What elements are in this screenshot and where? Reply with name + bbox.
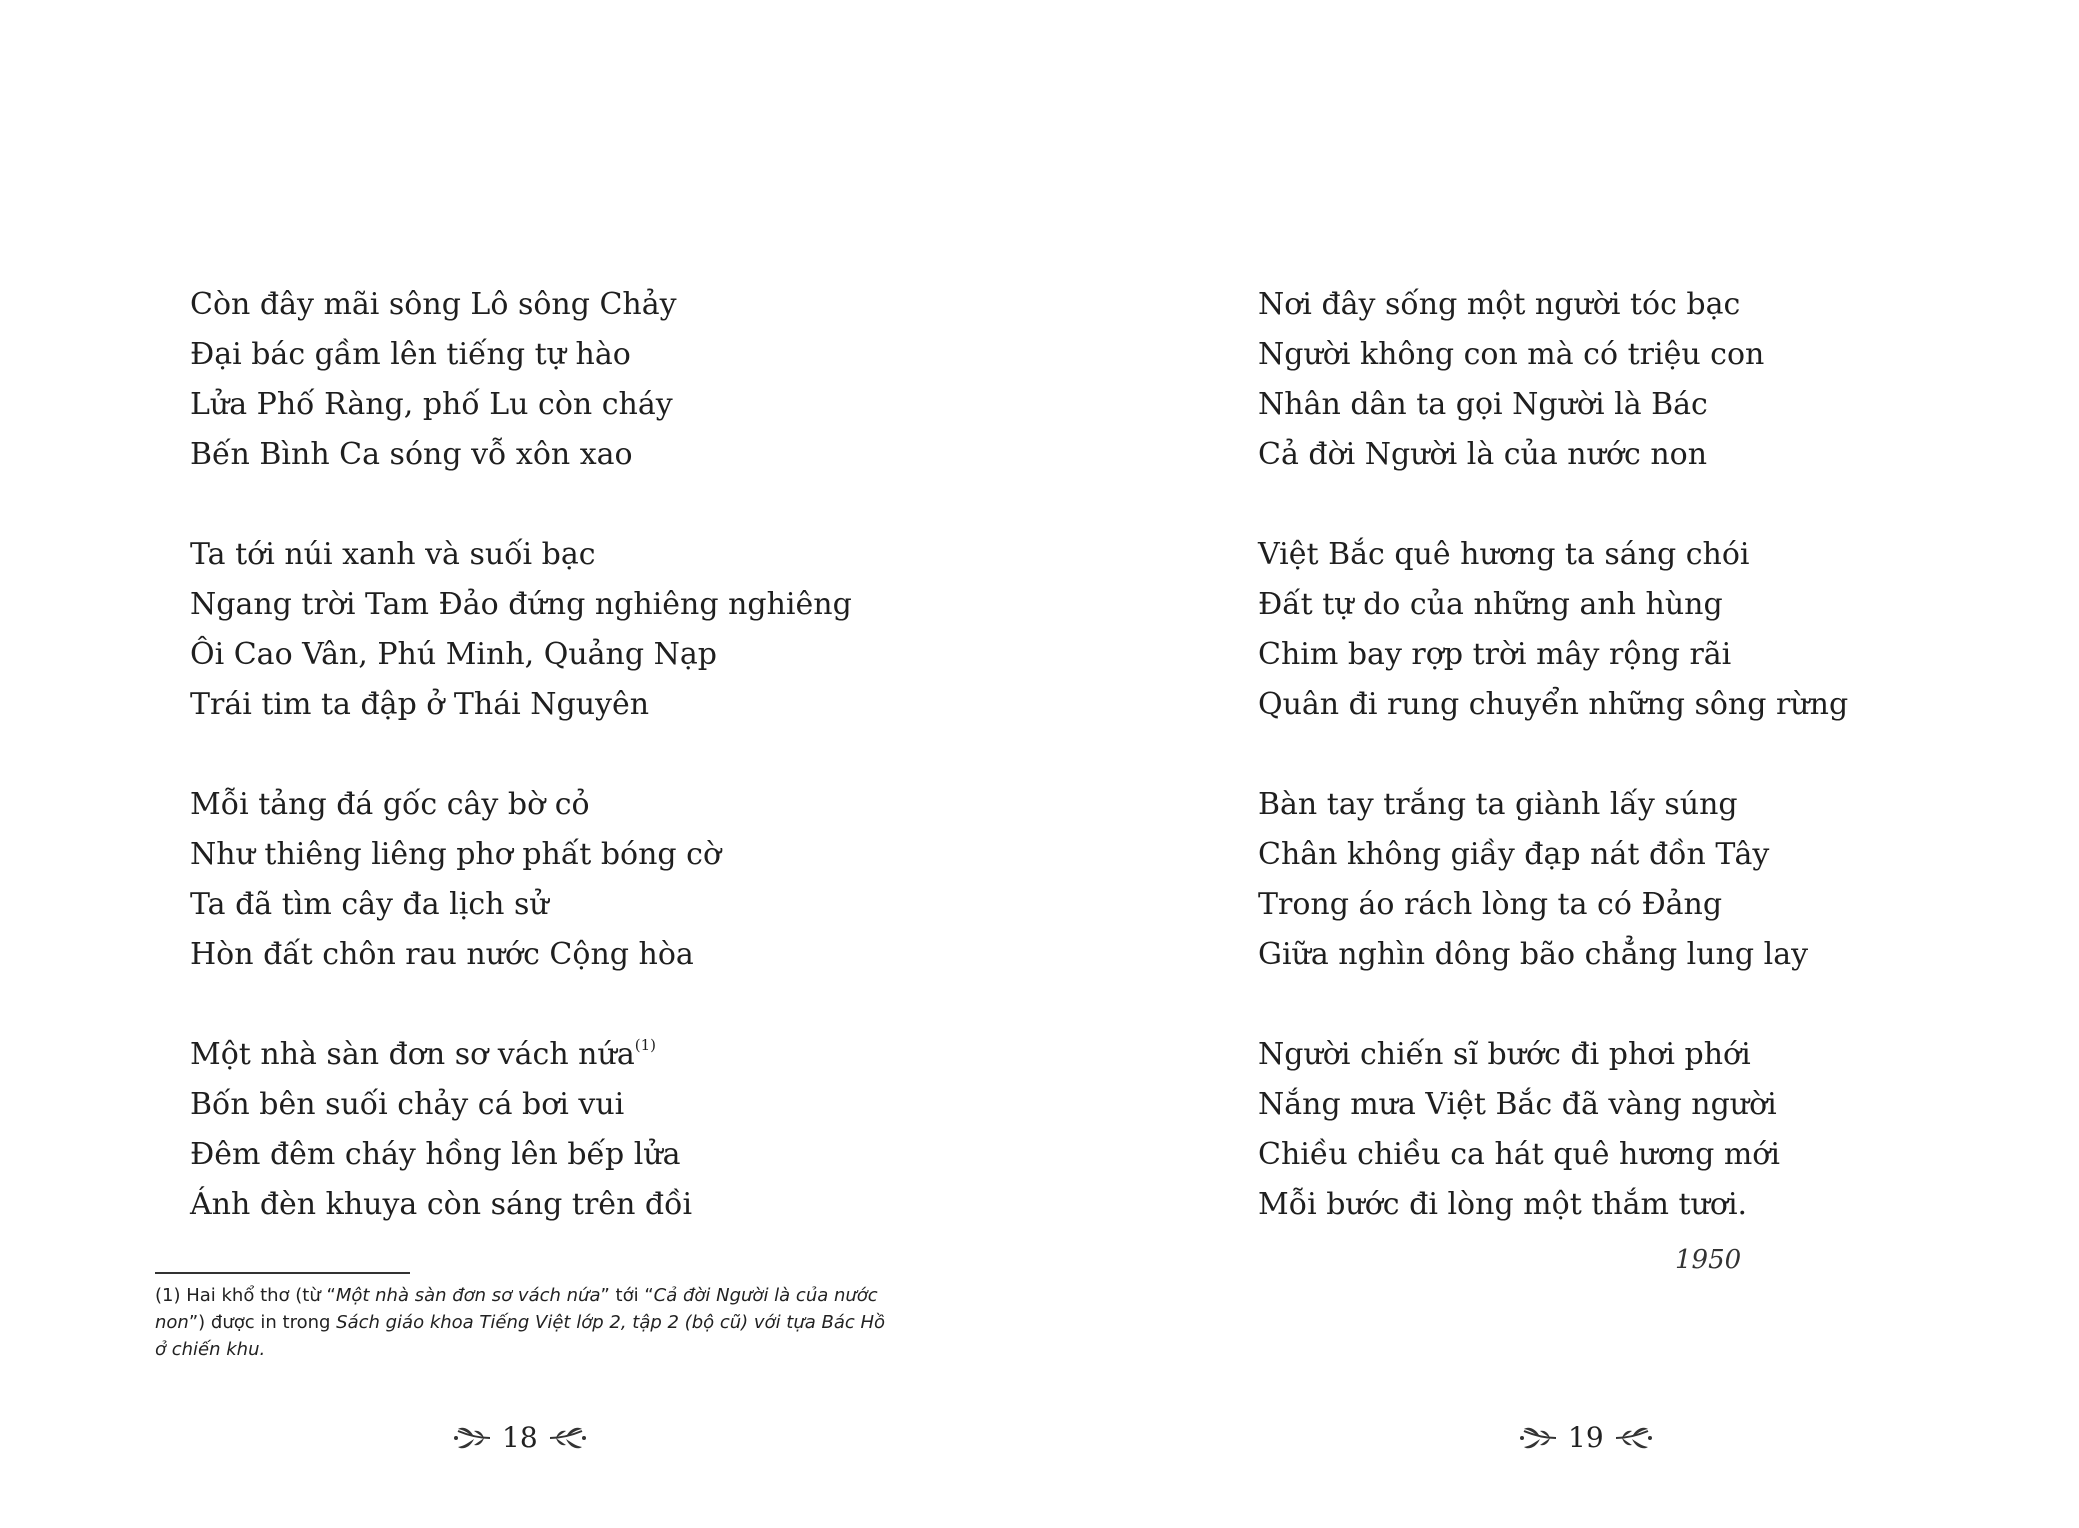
- poem-line: Bốn bên suối chảy cá bơi vui: [190, 1087, 625, 1122]
- footnote-marker: (1): [634, 1036, 656, 1054]
- footnote-text: ” tới “: [600, 1285, 654, 1306]
- poem-line: Ta đã tìm cây đa lịch sử: [190, 887, 549, 922]
- footnote-italic: Sách giáo khoa Tiếng Việt lớp 2, tập 2 (bộ cũ) với tựa Bác Hồ ở chiến khu.: [155, 1312, 886, 1360]
- poem-line: Trong áo rách lòng ta có Đảng: [1258, 887, 1723, 922]
- page-number: 18: [502, 1421, 538, 1454]
- poem-line: Quân đi rung chuyển những sông rừng: [1258, 687, 1849, 722]
- poem-line: Bến Bình Ca sóng vỗ xôn xao: [190, 437, 633, 472]
- poem-line: Ta tới núi xanh và suối bạc: [190, 537, 596, 572]
- page-number-footer: [452, 1418, 588, 1458]
- poem-line: Người chiến sĩ bước đi phơi phới: [1258, 1037, 1751, 1072]
- footnote-text: ”) được in trong: [188, 1312, 337, 1333]
- footnote-italic: Một nhà sàn đơn sơ vách nứa: [335, 1285, 601, 1306]
- stanza-2: [190, 530, 852, 730]
- footnote-text: (1) Hai khổ thơ (từ “: [155, 1285, 336, 1306]
- stanza-3: [190, 780, 721, 980]
- poem-line: Nơi đây sống một người tóc bạc: [1258, 287, 1741, 322]
- stanza-1: [190, 280, 677, 480]
- poem-line: Ánh đèn khuya còn sáng trên đồi: [190, 1187, 693, 1222]
- leaf-flourish-icon: [1614, 1423, 1654, 1453]
- poem-line: Mỗi tảng đá gốc cây bờ cỏ: [190, 787, 590, 822]
- poem-line: Mỗi bước đi lòng một thắm tươi.: [1258, 1187, 1748, 1222]
- poem-line: Chim bay rợp trời mây rộng rãi: [1258, 637, 1732, 672]
- poem-line: Việt Bắc quê hương ta sáng chói: [1258, 537, 1750, 572]
- poem-line: Hòn đất chôn rau nước Cộng hòa: [190, 937, 694, 972]
- poem-line: Giữa nghìn dông bão chẳng lung lay: [1258, 937, 1809, 972]
- poem-line: Đêm đêm cháy hồng lên bếp lửa: [190, 1137, 681, 1172]
- page-number: 19: [1568, 1421, 1604, 1454]
- poem-line: Ngang trời Tam Đảo đứng nghiêng nghiêng: [190, 587, 852, 622]
- stanza-6: [1258, 530, 1848, 730]
- stanza-4: [190, 1030, 692, 1230]
- stanza-5: [1258, 280, 1764, 480]
- poem-line: Ôi Cao Vân, Phú Minh, Quảng Nạp: [190, 637, 717, 672]
- page-number-footer: [1518, 1418, 1654, 1458]
- poem-line: Đất tự do của những anh hùng: [1258, 587, 1723, 622]
- right-page: [1040, 0, 2079, 1528]
- leaf-flourish-icon: [452, 1423, 492, 1453]
- poem-line: Bàn tay trắng ta giành lấy súng: [1258, 787, 1738, 822]
- left-page: [0, 0, 1039, 1528]
- footnote-italic: Cả đời Người là của nước non: [155, 1285, 878, 1333]
- poem-line: Lửa Phố Ràng, phố Lu còn cháy: [190, 387, 673, 422]
- poem-line: Đại bác gầm lên tiếng tự hào: [190, 337, 631, 372]
- poem-line: Người không con mà có triệu con: [1258, 337, 1765, 372]
- poem-line: Trái tim ta đập ở Thái Nguyên: [190, 687, 650, 722]
- poem-line: Chân không giầy đạp nát đồn Tây: [1258, 837, 1770, 872]
- leaf-flourish-icon: [548, 1423, 588, 1453]
- footnote: [155, 1282, 900, 1363]
- leaf-flourish-icon: [1518, 1423, 1558, 1453]
- poem-line: Chiều chiều ca hát quê hương mới: [1258, 1137, 1780, 1172]
- poem-line: Còn đây mãi sông Lô sông Chảy: [190, 287, 677, 322]
- stanza-7: [1258, 780, 1808, 980]
- stanza-8: [1258, 1030, 1780, 1230]
- poem-line-text: Một nhà sàn đơn sơ vách nứa: [190, 1037, 635, 1072]
- poem-line: Cả đời Người là của nước non: [1258, 437, 1708, 472]
- poem-line: Như thiêng liêng phơ phất bóng cờ: [190, 837, 722, 872]
- poem-line-with-footnote: [190, 1030, 692, 1080]
- poem-line: Nhân dân ta gọi Người là Bác: [1258, 387, 1708, 422]
- poem-line: Nắng mưa Việt Bắc đã vàng người: [1258, 1087, 1777, 1122]
- poem-year: 1950: [1675, 1245, 1742, 1275]
- footnote-divider: [155, 1272, 410, 1274]
